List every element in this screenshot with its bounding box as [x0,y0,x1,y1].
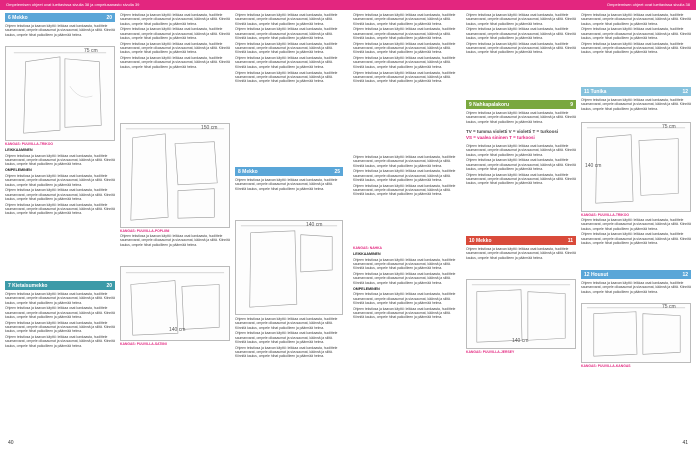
item-12-cutting-diagram [581,303,691,363]
item-11-body [581,218,691,268]
body-text: Ohjeen tekstiosa ja kaavan käyttö: leikkaa osat kankaasta, huolittele saumanvarat, ompele olkasaumat ja sivusaumat, käännä ja silitä. Kiinnitä kaulus, ompele hihat paikoilleen ja päärmää helma. [235,317,338,330]
right-page [348,0,696,450]
item-7-header [5,281,115,290]
body-text: Ohjeen tekstiosa ja kaavan käyttö: leikkaa osat kankaasta, huolittele saumanvarat, ompele olkasaumat ja sivusaumat, käännä ja silitä. Kiinnitä kaulus, ompele hihat paikoilleen ja päärmää helma. [466,41,576,55]
body-text: Ohjeen tekstiosa ja kaavan käyttö: leikkaa osat kankaasta, huolittele saumanvarat, ompele olkasaumat ja sivusaumat, käännä ja silitä. Kiinnitä kaulus, ompele hihat paikoilleen ja päärmää helma. [5,320,115,334]
body-text: Ohjeen tekstiosa ja kaavan käyttö: leikkaa osat kankaasta, huolittele saumanvarat, ompele olkasaumat ja sivusaumat, käännä ja silitä. Kiinnitä kaulus, ompele hihat paikoilleen ja päärmää helma. [5,335,115,348]
item-12-header [581,270,691,279]
body-text: Ohjeen tekstiosa ja kaavan käyttö: leikkaa osat kankaasta, huolittele saumanvarat, ompele olkasaumat ja sivusaumat, käännä ja silitä. Kiinnitä kaulus, ompele hihat paikoilleen ja päärmää helma. [235,345,338,359]
body-text: Ohjeen tekstiosa ja kaavan käyttö: leikkaa osat kankaasta, huolittele saumanvarat, ompele olkasaumat ja sivusaumat, käännä ja silitä. Kiinnitä kaulus, ompele hihat paikoilleen ja päärmää helma. [235,41,338,55]
right-col-2 [466,13,576,355]
yarn-legend-2-text: VS = vaalea sininen T = turkoosi [466,135,535,140]
item-6-intro: Ohjeen tekstiosa ja kaavan käyttö: leikkaa osat kankaasta, huolittele saumanvarat, ompele olkasaumat ja sivusaumat, käännä ja silitä. Kiinnitä kaulus, ompele hihat paikoilleen ja päärmää helma. [5,24,115,37]
body-text: Ohjeen tekstiosa ja kaavan käyttö: leikkaa osat kankaasta, huolittele saumanvarat, ompele olkasaumat ja sivusaumat, käännä ja silitä. Kiinnitä kaulus, ompele hihat paikoilleen ja päärmää helma. [235,13,338,26]
item-10-cutting-diagram [466,279,576,349]
body-text: Ohjeen tekstiosa ja kaavan käyttö: leikkaa osat kankaasta, huolittele saumanvarat, ompele olkasaumat ja sivusaumat, käännä ja silitä. Kiinnitä kaulus, ompele hihat paikoilleen ja päärmää helma. [353,306,456,320]
left-col-2 [120,13,230,347]
body-text: Ohjeen tekstiosa ja kaavan käyttö: leikkaa osat kankaasta, huolittele saumanvarat, ompele olkasaumat ja sivusaumat, käännä ja silitä. Kiinnitä kaulus, ompele hihat paikoilleen ja päärmää helma. [353,257,456,271]
subhead-cutting: LEIKKAAMINEN [5,148,33,152]
item-11-title: 11 Tunika [584,88,607,95]
item-8-body [235,317,343,397]
dim-mid-width: 150 cm [201,125,218,131]
caption-r4: KANGAS: PUUVILLA-KANGAS [581,364,631,368]
item-11-header [581,87,691,96]
caption-r2: KANGAS: PUUVILLA-JERSEY [466,350,515,354]
body-text: Ohjeen tekstiosa ja kaavan käyttö: leikkaa osat kankaasta, huolittele saumanvarat, ompele olkasaumat ja sivusaumat, käännä ja silitä. Kiinnitä kaulus, ompele hihat paikoilleen ja päärmää helma. [353,155,456,168]
item-8-title: 8 Mekko [238,168,258,175]
body-text: Ohjeen tekstiosa ja kaavan käyttö: leikkaa osat kankaasta, huolittele saumanvarat, ompele olkasaumat ja sivusaumat, käännä ja silitä. Kiinnitä kaulus, ompele hihat paikoilleen ja päärmää helma. [235,331,338,344]
caption-2: KANGAS: PUUVILLA-POPLIINI [120,229,170,233]
body-text: Ohjeen tekstiosa ja kaavan käyttö: leikkaa osat kankaasta, huolittele saumanvarat, ompele olkasaumat ja sivusaumat, käännä ja silitä. Kiinnitä kaulus, ompele hihat paikoilleen ja päärmää helma. [353,272,456,285]
body-text: Ohjeen tekstiosa ja kaavan käyttö: leikkaa osat kankaasta, huolittele saumanvarat, ompele olkasaumat ja sivusaumat, käännä ja silitä. Kiinnitä kaulus, ompele hihat paikoilleen ja päärmää helma. [466,27,576,40]
item-6-continued [120,13,230,121]
running-head-left: Ompelemisen ohjeet ovat luettavissa sivulla 38 ja ompelusanasto sivulla 39 [0,0,348,10]
item-9-num: 9 [570,101,573,108]
running-head-right: Ompelemisen ohjeet ovat luettavissa sivulla 38 [348,0,696,10]
body-text: Ohjeen tekstiosa ja kaavan käyttö: leikkaa osat kankaasta, huolittele saumanvarat, ompele olkasaumat ja sivusaumat, käännä ja silitä. Kiinnitä kaulus, ompele hihat paikoilleen ja päärmää helma. [120,41,230,55]
body-text: Ohjeen tekstiosa ja kaavan käyttö: leikkaa osat kankaasta, huolittele saumanvarat, ompele olkasaumat ja sivusaumat, käännä ja silitä. Kiinnitä kaulus, ompele hihat paikoilleen ja päärmää helma. [5,188,115,201]
body-text: Ohjeen tekstiosa ja kaavan käyttö: leikkaa osat kankaasta, huolittele saumanvarat, ompele olkasaumat ja sivusaumat, käännä ja silitä. Kiinnitä kaulus, ompele hihat paikoilleen ja päärmää helma. [466,144,576,157]
item-6-body [5,147,115,277]
item-11-num: 12 [682,88,688,95]
item-8-cutting-diagram [120,266,230,341]
page-number-left: 40 [8,440,14,446]
dim-r-h1: 140 cm [585,163,602,169]
item-9-materials: Ohjeen tekstiosa ja kaavan käyttö: leikkaa osat kankaasta, huolittele saumanvarat, ompele olkasaumat ja sivusaumat, käännä ja silitä. Kiinnitä kaulus, ompele hihat paikoilleen ja päärmää helma. [466,111,576,124]
item-11-cutting-diagram [581,122,691,212]
body-text: Ohjeen tekstiosa ja kaavan käyttö: leikkaa osat kankaasta, huolittele saumanvarat, ompele olkasaumat ja sivusaumat, käännä ja silitä. Kiinnitä kaulus, ompele hihat paikoilleen ja päärmää helma. [466,158,576,171]
body-text: Ohjeen tekstiosa ja kaavan käyttö: leikkaa osat kankaasta, huolittele saumanvarat, ompele olkasaumat ja sivusaumat, käännä ja silitä. Kiinnitä kaulus, ompele hihat paikoilleen ja päärmää helma. [353,70,456,84]
caption-1: KANGAS: PUUVILLA-TRIKOO [5,142,54,146]
body-text: Ohjeen tekstiosa ja kaavan käyttö: leikkaa osat kankaasta, huolittele saumanvarat, ompele olkasaumat ja sivusaumat, käännä ja silitä. Kiinnitä kaulus, ompele hihat paikoilleen ja päärmää helma. [235,56,338,69]
item-7-body [5,292,115,402]
item-8-intro: Ohjeen tekstiosa ja kaavan käyttö: leikkaa osat kankaasta, huolittele saumanvarat, ompele olkasaumat ja sivusaumat, käännä ja silitä. Kiinnitä kaulus, ompele hihat paikoilleen ja päärmää helma. [235,178,338,191]
item-9-title: 9 Nahkapalakoru [469,101,510,108]
item-7-cutting-diagram [120,123,230,228]
item-10-body [581,13,691,85]
body-text: Ohjeen tekstiosa ja kaavan käyttö: leikkaa osat kankaasta, huolittele saumanvarat, ompele olkasaumat ja sivusaumat, käännä ja silitä. Kiinnitä kaulus, ompele hihat paikoilleen ja päärmää helma. [466,13,576,26]
body-text: Ohjeen tekstiosa ja kaavan käyttö: leikkaa osat kankaasta, huolittele saumanvarat, ompele olkasaumat ja sivusaumat, käännä ja silitä. Kiinnitä kaulus, ompele hihat paikoilleen ja päärmää helma. [5,202,115,216]
item-6-title: 6 Mekko [8,14,28,21]
body-text: Ohjeen tekstiosa ja kaavan käyttö: leikkaa osat kankaasta, huolittele saumanvarat, ompele olkasaumat ja sivusaumat, käännä ja silitä. Kiinnitä kaulus, ompele hihat paikoilleen ja päärmää helma. [235,27,338,40]
dim-top-height: 140 cm [306,222,323,228]
body-text: Ohjeen tekstiosa ja kaavan käyttö: leikkaa osat kankaasta, huolittele saumanvarat, ompele olkasaumat ja sivusaumat, käännä ja silitä. Kiinnitä kaulus, ompele hihat paikoilleen ja päärmää helma. [5,292,115,305]
body-text: Ohjeen tekstiosa ja kaavan käyttö: leikkaa osat kankaasta, huolittele saumanvarat, ompele olkasaumat ja sivusaumat, käännä ja silitä. Kiinnitä kaulus, ompele hihat paikoilleen ja päärmää helma. [120,13,230,26]
body-text: Ohjeen tekstiosa ja kaavan käyttö: leikkaa osat kankaasta, huolittele saumanvarat, ompele olkasaumat ja sivusaumat, käännä ja silitä. Kiinnitä kaulus, ompele hihat paikoilleen ja päärmää helma. [581,232,691,245]
page-number-right: 41 [682,440,688,446]
body-text: Ohjeen tekstiosa ja kaavan käyttö: leikkaa osat kankaasta, huolittele saumanvarat, ompele olkasaumat ja sivusaumat, käännä ja silitä. Kiinnitä kaulus, ompele hihat paikoilleen ja päärmää helma. [353,41,456,55]
item-9-body [353,251,461,421]
dim-r-w1: 75 cm [662,124,676,130]
item-11-intro: Ohjeen tekstiosa ja kaavan käyttö: leikkaa osat kankaasta, huolittele saumanvarat, ompele olkasaumat ja sivusaumat, käännä ja silitä. Kiinnitä kaulus, ompele hihat paikoilleen ja päärmää helma. [581,98,691,111]
yarn-legend-2 [466,135,576,141]
caption-r1: KANGAS: NAHKA [353,246,383,250]
item-10-title: 10 Mekko [469,237,492,244]
item-9-header [466,100,576,109]
body-text: Ohjeen tekstiosa ja kaavan käyttö: leikkaa osat kankaasta, huolittele saumanvarat, ompele olkasaumat ja sivusaumat, käännä ja silitä. Kiinnitä kaulus, ompele hihat paikoilleen ja päärmää helma. [353,292,456,305]
body-text: Ohjeen tekstiosa ja kaavan käyttö: leikkaa osat kankaasta, huolittele saumanvarat, ompele olkasaumat ja sivusaumat, käännä ja silitä. Kiinnitä kaulus, ompele hihat paikoilleen ja päärmää helma. [353,27,456,40]
item-8-continued [353,13,461,153]
item-10-intro: Ohjeen tekstiosa ja kaavan käyttö: leikkaa osat kankaasta, huolittele saumanvarat, ompele olkasaumat ja sivusaumat, käännä ja silitä. Kiinnitä kaulus, ompele hihat paikoilleen ja päärmää helma. [466,247,576,260]
item-6-header [5,13,115,22]
caption-3: KANGAS: PUUVILLA-SATIINI [120,342,167,346]
right-col-1 [353,13,461,421]
dim-width-top: 75 cm [84,48,98,54]
body-text: Ohjeen tekstiosa ja kaavan käyttö: leikkaa osat kankaasta, huolittele saumanvarat, ompele olkasaumat ja sivusaumat, käännä ja silitä. Kiinnitä kaulus, ompele hihat paikoilleen ja päärmää helma. [353,183,456,197]
body-text: Ohjeen tekstiosa ja kaavan käyttö: leikkaa osat kankaasta, huolittele saumanvarat, ompele olkasaumat ja sivusaumat, käännä ja silitä. Kiinnitä kaulus, ompele hihat paikoilleen ja päärmää helma. [466,172,576,186]
body-text: Ohjeen tekstiosa ja kaavan käyttö: leikkaa osat kankaasta, huolittele saumanvarat, ompele olkasaumat ja sivusaumat, käännä ja silitä. Kiinnitä kaulus, ompele hihat paikoilleen ja päärmää helma. [120,56,230,69]
item-10-header [466,236,576,245]
body-text: Ohjeen tekstiosa ja kaavan käyttö: leikkaa osat kankaasta, huolittele saumanvarat, ompele olkasaumat ja sivusaumat, käännä ja silitä. Kiinnitä kaulus, ompele hihat paikoilleen ja päärmää helma. [235,70,338,84]
item-8-layout-diagram [235,220,343,315]
body-text: Ohjeen tekstiosa ja kaavan käyttö: leikkaa osat kankaasta, huolittele saumanvarat, ompele olkasaumat ja sivusaumat, käännä ja silitä. Kiinnitä kaulus, ompele hihat paikoilleen ja päärmää helma. [581,13,691,26]
item-7-continued [235,13,343,163]
dim-r-w3: 75 cm [662,304,676,310]
item-8-header [235,167,343,176]
item-9-intro [466,13,576,98]
item-12-num: 12 [682,271,688,278]
subhead-sewing-r: OMPELEMINEN [353,286,380,291]
caption-r3: KANGAS: PUUVILLA-TRIKOO [581,213,630,217]
body-text: Ohjeen tekstiosa ja kaavan käyttö: leikkaa osat kankaasta, huolittele saumanvarat, ompele olkasaumat ja sivusaumat, käännä ja silitä. Kiinnitä kaulus, ompele hihat paikoilleen ja päärmää helma. [581,218,691,231]
item-7-num: 20 [106,282,112,289]
item-6-num: 20 [106,14,112,21]
item-10-num: 11 [567,237,573,244]
body-text: Ohjeen tekstiosa ja kaavan käyttö: leikkaa osat kankaasta, huolittele saumanvarat, ompele olkasaumat ja sivusaumat, käännä ja silitä. Kiinnitä kaulus, ompele hihat paikoilleen ja päärmää helma. [5,306,115,319]
subhead-cutting-r: LEIKKAAMINEN [353,252,381,256]
body-text: Ohjeen tekstiosa ja kaavan käyttö: leikkaa osat kankaasta, huolittele saumanvarat, ompele olkasaumat ja sivusaumat, käännä ja silitä. Kiinnitä kaulus, ompele hihat paikoilleen ja päärmää helma. [353,13,456,26]
body-text: Ohjeen tekstiosa ja kaavan käyttö: leikkaa osat kankaasta, huolittele saumanvarat, ompele olkasaumat ja sivusaumat, käännä ja silitä. Kiinnitä kaulus, ompele hihat paikoilleen ja päärmää helma. [5,153,115,167]
yarn-legend-1: TV = tumma violetti V = violetti T = turkoosi [466,129,559,134]
item-12-title: 12 Housut [584,271,609,278]
item-7-notes: Ohjeen tekstiosa ja kaavan käyttö: leikkaa osat kankaasta, huolittele saumanvarat, ompele olkasaumat ja sivusaumat, käännä ja silitä. Kiinnitä kaulus, ompele hihat paikoilleen ja päärmää helma. [120,234,230,247]
body-text: Ohjeen tekstiosa ja kaavan käyttö: leikkaa osat kankaasta, huolittele saumanvarat, ompele olkasaumat ja sivusaumat, käännä ja silitä. Kiinnitä kaulus, ompele hihat paikoilleen ja päärmää helma. [581,27,691,40]
body-text: Ohjeen tekstiosa ja kaavan käyttö: leikkaa osat kankaasta, huolittele saumanvarat, ompele olkasaumat ja sivusaumat, käännä ja silitä. Kiinnitä kaulus, ompele hihat paikoilleen ja päärmää helma. [353,169,456,182]
item-8-num: 25 [334,168,340,175]
right-col-3 [581,13,691,369]
dim-bottom-width: 140 cm [169,327,186,333]
item-6-cutting-diagram [5,46,115,141]
body-text: Ohjeen tekstiosa ja kaavan käyttö: leikkaa osat kankaasta, huolittele saumanvarat, ompele olkasaumat ja sivusaumat, käännä ja silitä. Kiinnitä kaulus, ompele hihat paikoilleen ja päärmää helma. [120,27,230,40]
item-8-more [353,155,461,245]
item-7-title: 7 Kietaisumekko [8,282,48,289]
body-text: Ohjeen tekstiosa ja kaavan käyttö: leikkaa osat kankaasta, huolittele saumanvarat, ompele olkasaumat ja sivusaumat, käännä ja silitä. Kiinnitä kaulus, ompele hihat paikoilleen ja päärmää helma. [5,173,115,187]
item-12-intro: Ohjeen tekstiosa ja kaavan käyttö: leikkaa osat kankaasta, huolittele saumanvarat, ompele olkasaumat ja sivusaumat, käännä ja silitä. Kiinnitä kaulus, ompele hihat paikoilleen ja päärmää helma. [581,281,691,294]
item-9-instructions [466,144,576,234]
left-col-1 [5,13,115,402]
body-text: Ohjeen tekstiosa ja kaavan käyttö: leikkaa osat kankaasta, huolittele saumanvarat, ompele olkasaumat ja sivusaumat, käännä ja silitä. Kiinnitä kaulus, ompele hihat paikoilleen ja päärmää helma. [353,56,456,69]
left-col-3 [235,13,343,397]
body-text: Ohjeen tekstiosa ja kaavan käyttö: leikkaa osat kankaasta, huolittele saumanvarat, ompele olkasaumat ja sivusaumat, käännä ja silitä. Kiinnitä kaulus, ompele hihat paikoilleen ja päärmää helma. [581,41,691,55]
subhead-sewing: OMPELEMINEN [5,168,32,173]
dim-r-w2: 140 cm [512,338,529,344]
